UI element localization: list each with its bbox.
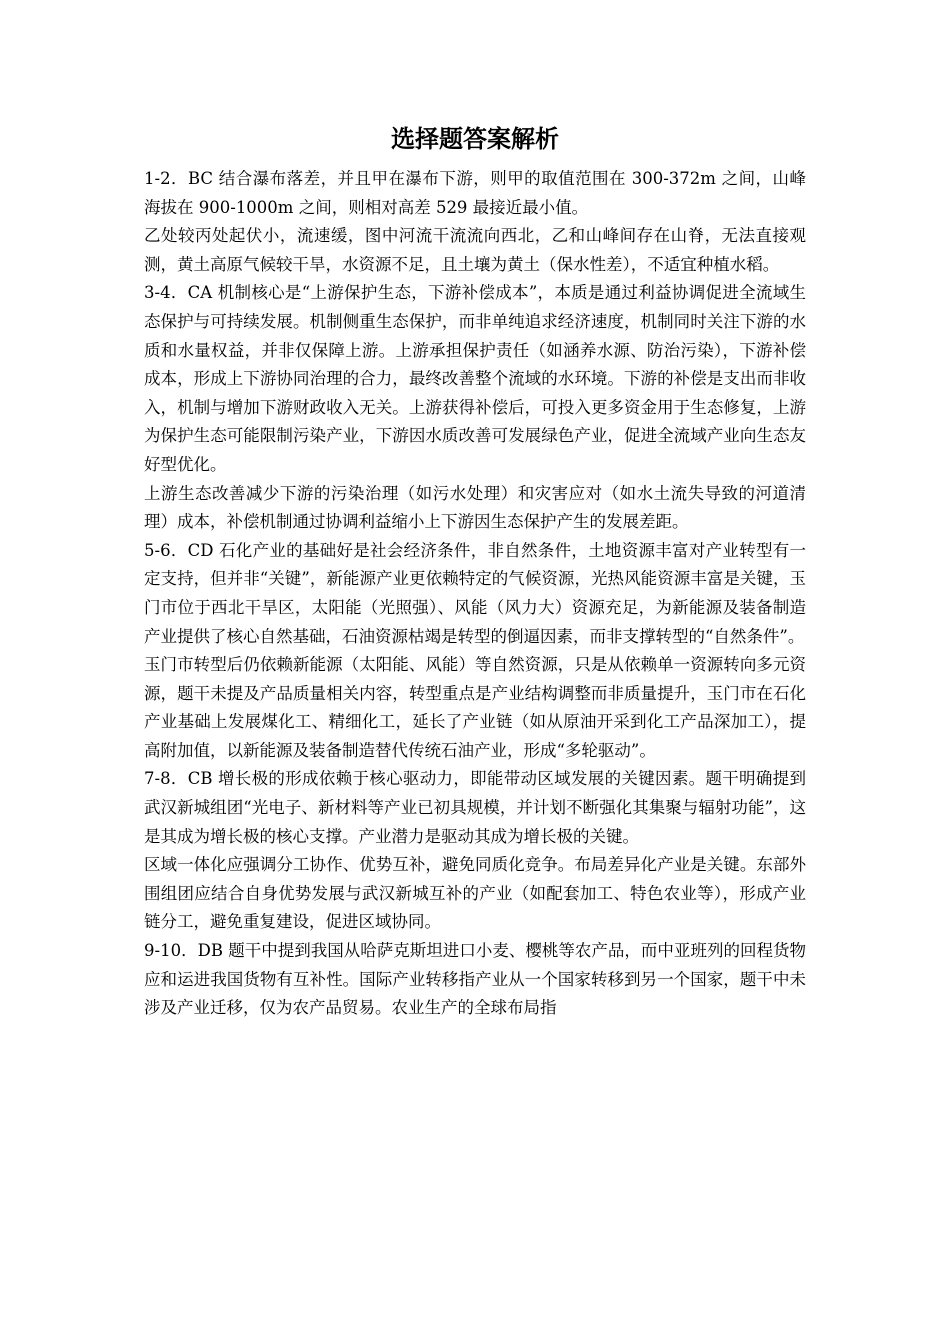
paragraph-q1-2: 1-2．BC 结合瀑布落差，并且甲在瀑布下游，则甲的取值范围在 300-372m 之间，山峰海拔在 900-1000m 之间，则相对高差 529 最接近最小值。	[144, 169, 806, 217]
paragraph-q1-2-continued: 乙处较丙处起伏小，流速缓，图中河流干流流向西北，乙和山峰间存在山脊，无法直接观测，黄土高原气候较干旱，水资源不足，且土壤为黄土（保水性差），不适宜种植水稻。	[144, 226, 806, 274]
paragraph-q5-6-continued: 玉门市转型后仍依赖新能源（太阳能、风能）等自然资源，只是从依赖单一资源转向多元资源，题干未提及产品质量相关内容，转型重点是产业结构调整而非质量提升，玉门市在石化产业基础上发展煤化工、精细化工，延长了产业链（如从原油开采到化工产品深加工），提高附加值，以新能源及装备制造替代传统石油产业，形成“多轮驱动”。	[144, 655, 806, 760]
page-title: 选择题答案解析	[391, 124, 559, 153]
paragraph-q5-6: 5-6．CD 石化产业的基础好是社会经济条件，非自然条件，土地资源丰富对产业转型有一定支持，但并非“关键”，新能源产业更依赖特定的气候资源，光热风能资源丰富是关键，玉门市位于西北干旱区，太阳能（光照强）、风能（风力大）资源充足，为新能源及装备制造产业提供了核心自然基础，石油资源枯竭是转型的倒逼因素，而非支撑转型的“自然条件”。	[144, 540, 806, 646]
paragraph-q3-4: 3-4．CA 机制核心是“上游保护生态，下游补偿成本”，本质是通过利益协调促进全流域生态保护与可持续发展。机制侧重生态保护，而非单纯追求经济速度，机制同时关注下游的水质和水量权益，并非仅保障上游。上游承担保护责任（如涵养水源、防治污染），下游补偿成本，形成上下游协同治理的合力，最终改善整个流域的水环境。下游的补偿是支出而非收入，机制与增加下游财政收入无关。上游获得补偿后，可投入更多资金用于生态修复，上游为保护生态可能限制污染产业，下游因水质改善可发展绿色产业，促进全流域产业向生态友好型优化。	[144, 283, 806, 474]
paragraph-q3-4-continued: 上游生态改善减少下游的污染治理（如污水处理）和灾害应对（如水土流失导致的河道清理）成本，补偿机制通过协调利益缩小上下游因生态保护产生的发展差距。	[144, 483, 806, 532]
paragraph-q7-8: 7-8．CB 增长极的形成依赖于核心驱动力，即能带动区域发展的关键因素。题干明确提到武汉新城组团“光电子、新材料等产业已初具规模，并计划不断强化其集聚与辐射功能”，这是其成为增长极的核心支撑。产业潜力是驱动其成为增长极的关键。	[144, 769, 806, 846]
paragraph-q9-10: 9-10．DB 题干中提到我国从哈萨克斯坦进口小麦、樱桃等农产品，而中亚班列的回程货物应和运进我国货物有互补性。国际产业转移指产业从一个国家转移到另一个国家，题干中未涉及产业迁移，仅为农产品贸易。农业生产的全球布局指	[144, 941, 806, 1018]
answer-explanation-body	[144, 165, 806, 1023]
paragraph-q7-8-continued: 区域一体化应强调分工协作、优势互补，避免同质化竞争。布局差异化产业是关键。东部外围组团应结合自身优势发展与武汉新城互补的产业（如配套加工、特色农业等），形成产业链分工，避免重复建设，促进区域协同。	[144, 855, 806, 932]
